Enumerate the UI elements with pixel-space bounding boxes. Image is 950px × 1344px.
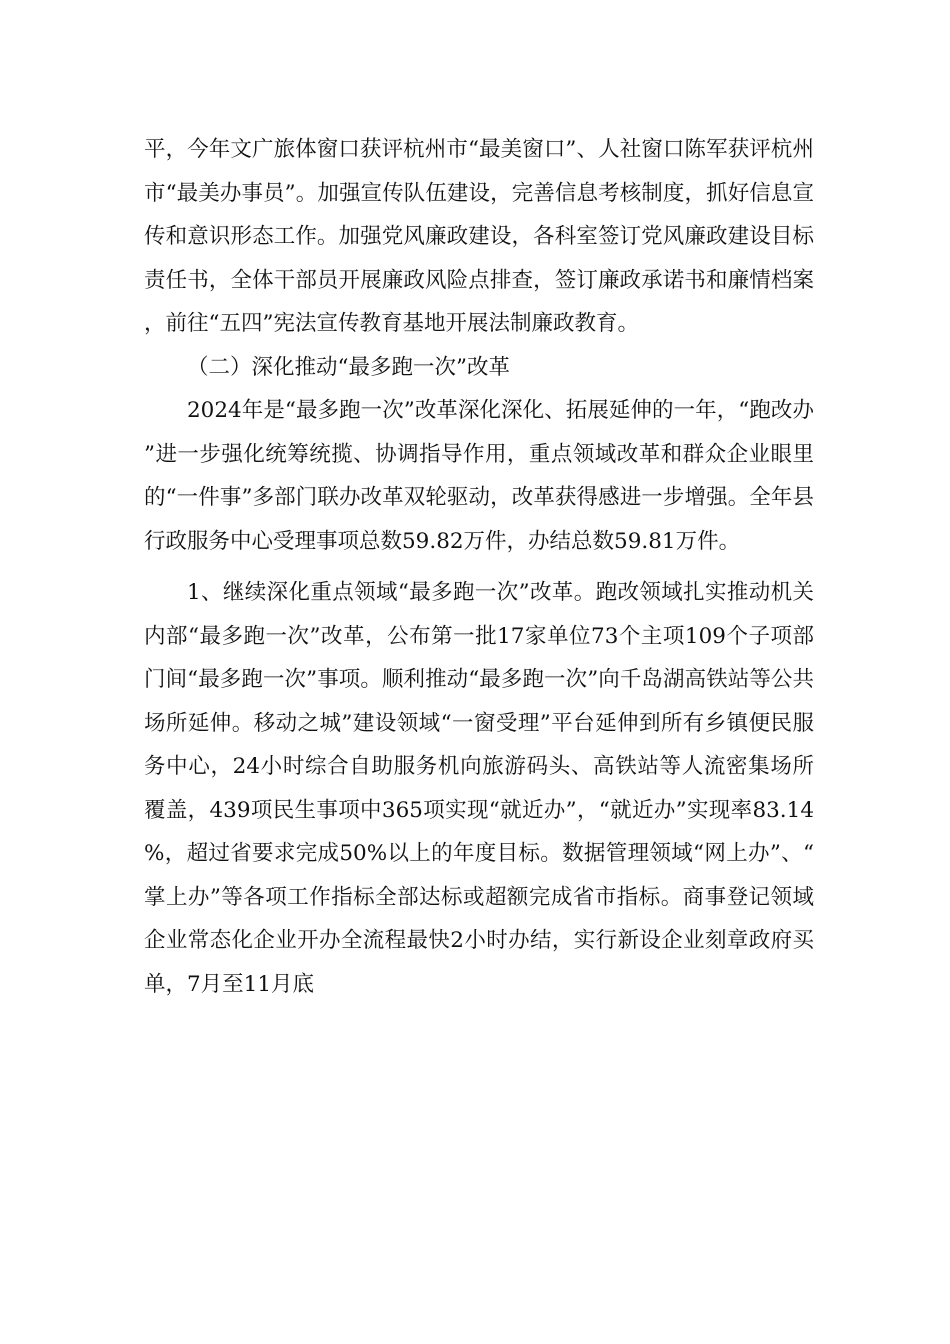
paragraph-key-areas: 1、继续深化重点领域“最多跑一次”改革。跑改领域扎实推动机关内部“最多跑一次”改革，公布第一批17家单位73个主项109个子项部门间“最多跑一次”事项。顺利推动“最多跑一次”向千岛湖高铁站等公共场所延伸。移动之城”建设领域“一窗受理”平台延伸到所有乡镇便民服务中心，24小时综合自助服务机向旅游码头、高铁站等人流密集场所覆盖，439项民生事项中365项实现“就近办”，“就近办”实现率83.14%，超过省要求完成50%以上的年度目标。数据管理领域“网上办”、“掌上办”等各项工作指标全部达标或超额完成省市指标。商事登记领域企业常态化企业开办全流程最快2小时办结，实行新设企业刻章政府买单，7月至11月底 bbox=[144, 580, 814, 997]
document-body bbox=[144, 128, 814, 1006]
paragraph-spacer bbox=[144, 563, 814, 571]
paragraph-continuation: 平，今年文广旅体窗口获评杭州市“最美窗口”、人社窗口陈军获评杭州市“最美办事员”。加强宣传队伍建设，完善信息考核制度，抓好信息宣传和意识形态工作。加强党风廉政建设，各科室签订党风廉政建设目标责任书，全体干部员开展廉政风险点排查，签订廉政承诺书和廉情档案，前往“五四”宪法宣传教育基地开展法制廉政教育。 bbox=[144, 137, 814, 336]
paragraph-reform-overview: 2024年是“最多跑一次”改革深化深化、拓展延伸的一年，“跑改办”进一步强化统筹统揽、协调指导作用，重点领域改革和群众企业眼里的“一件事”多部门联办改革双轮驱动，改革获得感进一步增强。全年县行政服务中心受理事项总数59.82万件，办结总数59.81万件。 bbox=[144, 398, 814, 554]
section-heading: （二）深化推动“最多跑一次”改革 bbox=[187, 354, 510, 380]
